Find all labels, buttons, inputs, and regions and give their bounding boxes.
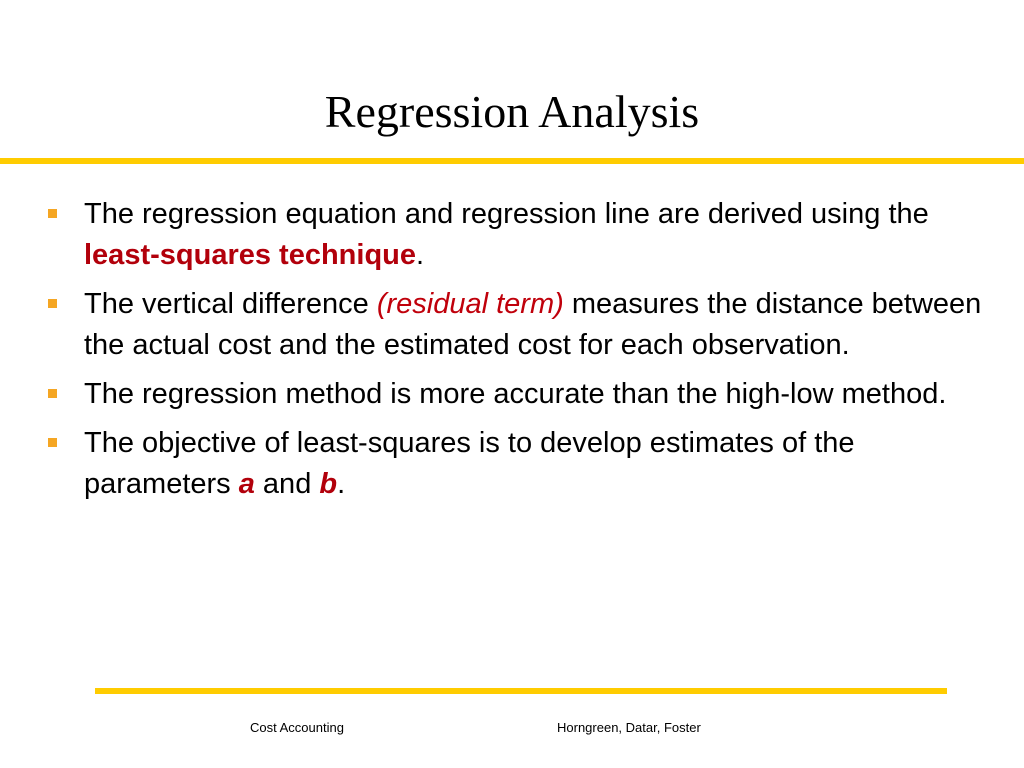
bullet-item-1: [44, 194, 1004, 276]
bullet-highlight: a: [238, 468, 255, 500]
bullet-item-3: [44, 374, 1004, 415]
footer-course: Cost Accounting: [250, 720, 344, 735]
slide-title: Regression Analysis: [324, 86, 700, 137]
bullet-text: The regression equation and regression line are derived using the: [84, 198, 929, 230]
square-bullet-icon: [48, 389, 57, 398]
bullet-text: measures the distance between the actual cost and the estimated cost for each observation.: [84, 288, 982, 361]
bullet-text: The vertical difference: [84, 288, 377, 320]
bullet-list: [44, 194, 1004, 513]
title-divider: [0, 158, 1024, 164]
bullet-text: The regression method is more accurate than the high-low method.: [84, 378, 947, 410]
square-bullet-icon: [48, 438, 57, 447]
bullet-text: The objective of least-squares is to develop estimates of the parameters: [84, 427, 855, 500]
square-bullet-icon: [48, 209, 57, 218]
bullet-item-4: [44, 423, 1004, 505]
bullet-text: .: [416, 239, 425, 271]
bullet-item-2: [44, 284, 1004, 366]
footer-divider: [95, 688, 947, 694]
bullet-highlight: (residual term): [376, 288, 564, 320]
bullet-highlight: b: [319, 468, 338, 500]
bullet-highlight: least-squares technique: [84, 239, 416, 271]
square-bullet-icon: [48, 299, 57, 308]
bullet-text: and: [254, 468, 320, 500]
footer-authors: Horngreen, Datar, Foster: [557, 720, 701, 735]
bullet-text: .: [337, 468, 346, 500]
